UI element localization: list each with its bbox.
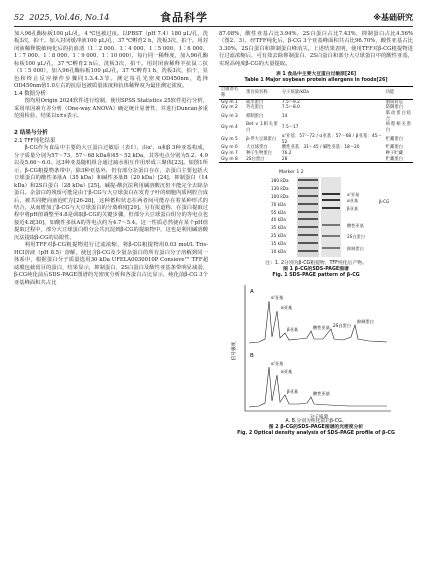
table-row xyxy=(219,122,413,133)
figure-2-caption-cn: 图 2 β-CG的SDS-PAGE图谱的光密度分析 xyxy=(268,425,364,431)
table-caption-cn: 表 1 食品中主要大豆蛋白过敏原[26] xyxy=(275,72,357,78)
gel-sample-band xyxy=(322,207,340,209)
table-cell: 种子生物蛋白 xyxy=(246,151,272,156)
gel-sample-band xyxy=(322,193,340,195)
page-header xyxy=(14,8,413,27)
paragraph: 87.08%，酸性亚基占比3.94%，2S白蛋白占比7.43%，抑制蛋白占比4.56%（图2、3），经TFF纯化后，β-CG 3个亚基峰面积共占比96.70%，酸性亚基占比3.30%，2S白蛋白和抑制蛋白峰消失。上述结果表明，使用TFF对β-CG粗提物进行过滤浓缩后，可有效去除抑制蛋白、2S白蛋白和部分大豆球蛋白中的酸性亚基，实现高纯度β-CG的大量提取。 xyxy=(219,31,413,67)
table-cell: 贮藏蛋白 xyxy=(384,157,413,163)
gel-marker-band xyxy=(298,211,318,213)
gel-marker-kda-label: 100 kDa xyxy=(271,194,289,199)
figure-2-legend: A. B.分别为纯化前后β-CG。 xyxy=(285,419,347,425)
panel-a-label: A xyxy=(250,289,254,296)
section-heading-1-4: 1.4 数据分析 xyxy=(14,90,46,97)
panel-b-label: B xyxy=(250,353,254,360)
gel-band-label: 酸性亚基 xyxy=(347,223,364,229)
peak-label-b: α'亚基 xyxy=(271,361,284,367)
gel-marker-kda-label: 40 kDa xyxy=(271,217,286,223)
right-column xyxy=(219,31,413,437)
gel-marker-band xyxy=(298,242,318,244)
table-cell: β-伴大豆球蛋白 xyxy=(246,136,277,142)
gel-sample-band xyxy=(322,235,340,237)
paragraph: 加入96孔酶标板100 μL/孔，4 ℃包被过夜。以PBST（pH 7.4）180 μL/孔，洗板3次，拍干。加入封闭缓冲液100 μL/孔，37 ℃孵育2 h，洗板3次，拍干。用封闭液稀释脱敏纯化后的抗血清（1∶2 000、1∶4 000、1∶5 000、1∶6 000、1∶7 000、1∶8 000、1∶9 000、1∶10 000），每行同一稀释度，加入96孔酶标板100 μL/孔，37 ℃孵育2 h后，洗板3次，拍干。用封闭液稀释羊抗鼠二抗（1∶5 000），加入96孔酶标板100 μL/孔，37 ℃孵育1 h，洗板3次，拍干，显色和终止反应操作步骤同1.3.4.3节。测定每孔光密度OD450nm，选择OD450nm值1.0左右的抗原包被质量浓度和抗体稀释度为最佳测定浓度。 xyxy=(14,31,208,90)
peak-label-a: 抑制蛋白 xyxy=(357,319,374,325)
table-header-cell: 功能 xyxy=(384,87,413,99)
table-cell: Gly m 3 xyxy=(221,113,238,119)
gel-marker-band xyxy=(298,234,318,236)
gel-sample-band xyxy=(322,247,340,249)
table-cell: Gly m 5 xyxy=(221,136,238,142)
table-cell: Gly m 8 xyxy=(219,157,244,163)
gel-marker-kda-label: 55 kDa xyxy=(271,209,286,215)
paragraph: 利用TFF对β-CG粗提物进行过滤浓缩，将β-CG粗提物用0.03 mol/L Tris-HCl溶液（pH 8.5）溶解，使包含β-CG及少量杂蛋白的所有蛋白分子溶解到同一体系中，根据蛋白分子质量选用30 kDa UFELA0030010P Consieve™ TFF超滤膜包截留目的蛋白，结果显示，抑制蛋白、2S白蛋白及酸性亚基条带明显减弱，β-CG纯化前后SDS-PAGE图谱的光密度分析和各蛋白占比显示，纯化前β-CG 3个亚基峰面积共占比 xyxy=(14,242,208,286)
table-cell: 防御蛋白 xyxy=(385,105,403,111)
table-cell: 76.2 xyxy=(281,151,292,156)
table-cell: 酸性亚基：31～45 / 碱性亚基：18～20 xyxy=(281,145,360,151)
gel-sample-band xyxy=(322,199,340,201)
table-header-cell: 蛋白质名称 xyxy=(244,87,280,99)
figure-1-caption-cn: 图 1 β-CG的SDS-PAGE图谱 xyxy=(283,267,349,273)
table-cell: 抑制蛋白 xyxy=(246,113,264,119)
gel-marker-kda-label: 15 kDa xyxy=(271,240,286,246)
figure-1-legend: 注：1. 2分别为β-CG粗提物、TFF纯化后产物。 xyxy=(265,261,367,267)
peak-label-a: α'亚基 xyxy=(271,295,284,301)
peak-label-a: β亚基 xyxy=(287,327,299,333)
y-axis-label: 信号强度 xyxy=(232,342,237,361)
paragraph: β-CG作为食品中主要的大豆蛋白过敏原（表1），由α'、α和β 3种亚基构成，分子质量分别为57～73、57～68 kDa和45～52 kDa，其等电点分别为5.2、4.9以及5.66～6.0。这3种亚基随机组合通过疏水相互作用形成三聚体[23]。如图1所示，β-CG粗提物条带中，除3种亚基外，仍有部分杂蛋白存在，杂蛋白主要包括大豆球蛋白的酸性多肽A（35 kDa）和碱性多肽B（20 kDa）[24]，抑制蛋白（14 kDa）和2S白蛋白（28 kDa）[25]。碱提-酸沉法利用碱溶酸沉但不能完全去除杂蛋白。杂蛋白的残留可能是由于β-CG与大豆球蛋白在发育子叶的细胞内质网腔合成后，被共同靶向液泡贮存[26-28]，这种蓄积状态在两者间可能存在着某种形式的结合，从而增加了β-CG与大豆球蛋白的分离难度[29]。另有报道称，在蛋白提取过程中将pH值调整至4.8是调取β-CG的关键步骤，但部分大豆球蛋白组分的等电点也接近4.8[30]，如酸性多肽A的等电点约为4.7～5.4。这一性质必然使在某个pH值提取过程中，部分大豆球蛋白组分会共沉淀到β-CG的提取物中，这也是利用碱溶酸沉法提取β-CG的局限性。 xyxy=(14,145,208,241)
paragraph: 图均用Origin 2024软件进行绘制，使用SPSS Statistics 25软件进行分析，采用单因素方差分析（One-way ANOVA）确定统计显著性，并进行Duncan多重范围检验，结果以x±s表示。 xyxy=(14,98,208,119)
table-cell: 14 xyxy=(281,113,288,119)
peak-label-a: 酸性亚基 xyxy=(313,325,330,331)
gel-marker-kda-label: 35 kDa xyxy=(271,225,286,231)
peak-label-b: α亚基 xyxy=(281,369,293,375)
left-column xyxy=(14,31,208,287)
table-cell: 7.5～9.2 xyxy=(281,99,300,105)
gel-band-label: 2S白蛋白 xyxy=(347,234,365,240)
table-cell: Gly m 4 xyxy=(221,125,238,131)
gel-marker-band xyxy=(298,226,318,228)
sds-page-gel xyxy=(219,169,413,261)
table-header-cell: 分子质量/kDa xyxy=(280,87,384,99)
table-cell: α'亚基：57～72 / α亚基：57～68 / β亚基：45～52 xyxy=(281,133,382,145)
peak-label-a: α亚基 xyxy=(281,305,293,311)
x-axis-label: 分子质量 xyxy=(309,415,329,420)
gel-marker-band xyxy=(298,250,318,252)
table-cell: Bet v 1相关蛋白 xyxy=(246,122,278,134)
journal-title: 食品科学 xyxy=(160,11,208,24)
table-row xyxy=(219,134,413,145)
peak-label-b: β亚基 xyxy=(287,389,299,395)
gel-sample-band xyxy=(322,224,340,226)
table-cell: 28 xyxy=(280,157,384,163)
table-cell: 脂质转运 xyxy=(385,99,403,105)
gel-group-label: β-CG xyxy=(379,199,390,205)
table-cell: 贮藏蛋白 xyxy=(385,145,403,151)
table-cell: 种子贮藏 xyxy=(385,151,403,156)
table-cell: 大豆球蛋白 xyxy=(246,145,268,151)
gel-marker-kda-label: 25 kDa xyxy=(271,233,286,238)
gel-marker-band xyxy=(298,187,318,189)
gel-marker-kda-label: 180 kDa xyxy=(271,178,289,184)
table-cell: 肌动蛋白结合 xyxy=(385,111,411,122)
trace-b xyxy=(249,367,387,407)
gel-band-label: 抑制蛋白 xyxy=(347,246,364,252)
gel-marker-band xyxy=(298,203,318,205)
table-cell: 外壳蛋白 xyxy=(246,105,264,111)
table-header-cell: 过敏原名称 xyxy=(219,87,244,99)
gel-lane-1 xyxy=(297,177,319,257)
gel-marker-band xyxy=(298,195,318,197)
table-cell: 贮藏蛋白 xyxy=(385,136,403,142)
table-cell: Gly m 2 xyxy=(221,105,238,111)
gel-marker-band xyxy=(298,179,318,181)
figure-1-caption-en: Fig. 1 SDS-PAGE pattern of β-CG xyxy=(272,273,360,279)
peak-label-a: 2S白蛋白 xyxy=(333,323,351,329)
gel-marker-band xyxy=(298,218,318,220)
allergen-table xyxy=(219,86,413,163)
table-cell: Gly m 6 xyxy=(221,145,238,151)
table-cell: Gly m 7 xyxy=(221,151,238,156)
gel-marker-kda-label: 70 kDa xyxy=(271,201,286,207)
section-heading-2-1: 2.1 TFF纯化结果 xyxy=(14,137,56,144)
table-cell: 病程相关蛋白 xyxy=(385,122,411,134)
table-row xyxy=(219,157,413,163)
table-cell: 7.5～8.0 xyxy=(281,105,300,111)
gel-band-label: β亚基 xyxy=(347,206,359,212)
table-row xyxy=(219,111,413,122)
table-cell: 2S白蛋白 xyxy=(244,157,280,163)
peak-label-b: 酸性亚基 xyxy=(313,391,330,397)
gel-marker-kda-label: 130 kDa xyxy=(271,186,289,192)
figure-2-caption-en: Fig. 2 Optical density analysis of SDS-PAGE profile of β-CG xyxy=(237,431,395,437)
section-heading-2: 2 结果与分析 xyxy=(14,130,48,137)
gel-lane-2 xyxy=(321,177,341,257)
gel-marker-kda-label: 10 kDa xyxy=(271,248,286,254)
table-caption-en: Table 1 Major soybean protein allergens in foods[26] xyxy=(244,78,388,84)
table-cell: 疏水蛋白 xyxy=(246,99,264,105)
gel-band-label: α亚基 xyxy=(347,198,359,204)
section-label: ※基础研究 xyxy=(373,13,413,22)
page-number-issue: 52 2025, Vol.46, No.14 xyxy=(14,13,110,22)
gel-lane-label: Marker 1 2 xyxy=(279,170,304,176)
table-cell: Gly m 1 xyxy=(221,99,238,105)
gel-band-label: α'亚基 xyxy=(347,192,360,198)
densitometry-plot xyxy=(219,281,413,419)
table-cell: 7.5～17 xyxy=(281,125,299,131)
